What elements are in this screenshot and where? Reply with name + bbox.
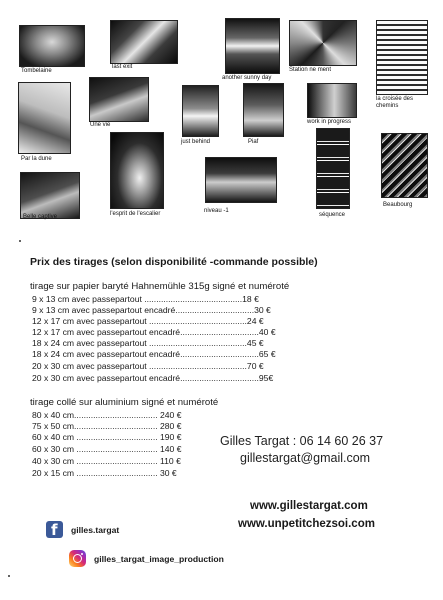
caption-another-sunny-day: another sunny day — [222, 75, 272, 81]
photo-last-exit — [110, 20, 178, 64]
price-row: 12 x 17 cm avec passepartout .........................................24 € — [32, 316, 264, 326]
caption-last-exit: last exit — [112, 64, 133, 70]
price-row: 20 x 15 cm .................................. 30 € — [32, 468, 177, 478]
price-row: 20 x 30 cm avec passepartout encadré.................................95€ — [32, 373, 274, 383]
photo-work-in-progress — [307, 83, 357, 118]
caption-tombelaine: Tombelaine — [21, 68, 52, 74]
instagram-icon — [69, 550, 86, 567]
photo-belle-captive — [20, 172, 80, 219]
photo-station-ne-ment — [289, 20, 357, 66]
price-row: 9 x 13 cm avec passepartout encadré.................................30 € — [32, 305, 271, 315]
caption-piaf: Piaf — [248, 139, 259, 145]
photo-la-croisee-des-chemins — [376, 20, 428, 95]
caption-just-behind: just behind — [181, 139, 211, 145]
instagram-link[interactable] — [69, 550, 224, 567]
caption-sequence: séquence — [319, 212, 346, 218]
price-row: 60 x 40 cm .................................. 190 € — [32, 432, 182, 442]
price-row: 40 x 30 cm .................................. 110 € — [32, 456, 181, 466]
price-row: 20 x 30 cm avec passepartout .........................................70 € — [32, 361, 264, 371]
paper-heading: tirage sur papier baryté Hahnemühle 315g signé et numéroté — [30, 281, 290, 292]
photo-just-behind — [182, 85, 219, 137]
contact-name-phone: Gilles Targat : 06 14 60 26 37 — [220, 434, 384, 448]
price-row: 80 x 40 cm................................... 240 € — [32, 410, 182, 420]
caption-une-vie: Une vie — [90, 122, 111, 128]
facebook-link[interactable] — [46, 521, 119, 538]
photo-piaf — [243, 83, 284, 137]
price-row: 18 x 24 cm avec passepartout .........................................45 € — [32, 338, 264, 348]
caption-par-la-dune: Par la dune — [21, 156, 52, 162]
contact-email[interactable]: gillestargat@gmail.com — [240, 451, 371, 465]
price-row: 18 x 24 cm avec passepartout encadré.................................65 € — [32, 349, 276, 359]
photo-tombelaine — [19, 25, 85, 67]
website-link-2[interactable]: www.unpetitchezsoi.com — [238, 518, 375, 530]
instagram-handle: gilles_targat_image_production — [94, 553, 224, 564]
price-row: 75 x 50 cm................................... 280 € — [32, 421, 182, 431]
photo-par-la-dune — [18, 82, 71, 154]
photo-l-esprit-de-l-escalier — [110, 132, 164, 209]
caption-belle-captive: Belle captive — [23, 214, 58, 220]
caption-station-ne-ment: Station ne ment — [289, 67, 332, 73]
prices-title: Prix des tirages (selon disponibilité -commande possible) — [30, 256, 318, 268]
photo-une-vie — [89, 77, 149, 122]
facebook-handle: gilles.targat — [71, 524, 120, 535]
decorative-dot — [8, 575, 10, 577]
decorative-dot — [19, 240, 21, 242]
photo-another-sunny-day — [225, 18, 280, 74]
caption-la-croisee-des-chemins: la croisée des chemins — [376, 96, 414, 109]
price-row: 60 x 30 cm .................................. 140 € — [32, 444, 182, 454]
facebook-icon: f — [46, 521, 63, 538]
caption-beaubourg: Beaubourg — [383, 202, 413, 208]
photo-niveau-1 — [205, 157, 277, 203]
website-link-1[interactable]: www.gillestargat.com — [250, 500, 368, 512]
photo-sequence — [316, 128, 350, 209]
caption-work-in-progress: work in progress — [307, 119, 352, 125]
aluminium-heading: tirage collé sur aluminium signé et numéroté — [30, 397, 219, 408]
photo-beaubourg — [381, 133, 428, 198]
price-row: 9 x 13 cm avec passepartout .........................................18 € — [32, 294, 259, 304]
price-row: 12 x 17 cm avec passepartout encadré.................................40 € — [32, 327, 276, 337]
caption-niveau-1: niveau -1 — [204, 208, 229, 214]
caption-l-esprit-de-l-escalier: l'esprit de l'escalier — [110, 211, 161, 217]
